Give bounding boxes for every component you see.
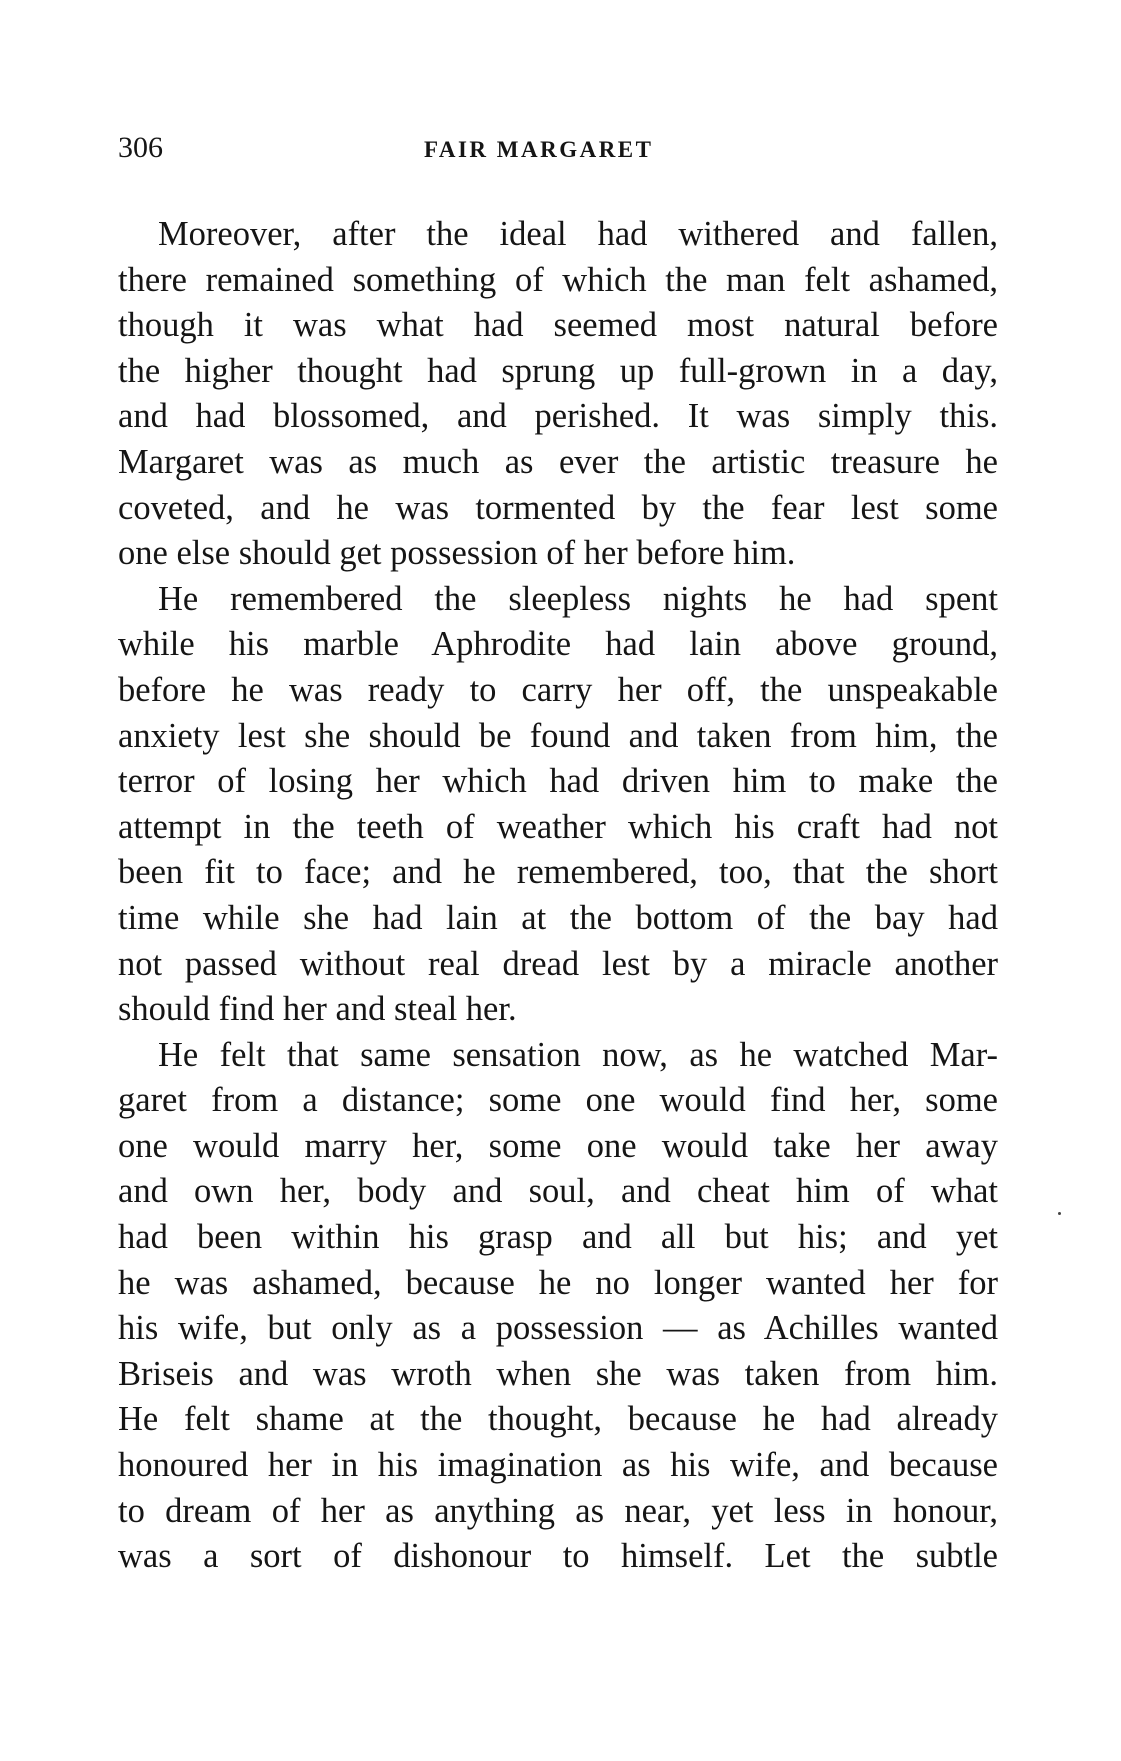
text-line: though it was what had seemed most natural before bbox=[118, 306, 998, 345]
page-number: 306 bbox=[118, 131, 163, 164]
text-line: was a sort of dishonour to himself. Let the subtle bbox=[118, 1537, 998, 1576]
text-line: coveted, and he was tormented by the fear lest some bbox=[118, 488, 998, 527]
text-line: He felt that same sensation now, as he watched Mar- bbox=[158, 1035, 998, 1074]
text-line: one would marry her, some one would take her away bbox=[118, 1126, 998, 1165]
text-line: Briseis and was wroth when she was taken from him. bbox=[118, 1354, 998, 1393]
text-line: time while she had lain at the bottom of the bay had bbox=[118, 898, 998, 937]
text-line: attempt in the teeth of weather which his craft had not bbox=[118, 807, 998, 846]
text-line: and own her, body and soul, and cheat him of what bbox=[118, 1172, 998, 1211]
text-line: he was ashamed, because he no longer wanted her for bbox=[118, 1263, 998, 1302]
book-title: FAIR MARGARET bbox=[424, 137, 654, 162]
text-line: the higher thought had sprung up full-grown in a day, bbox=[118, 351, 998, 390]
body-text bbox=[118, 212, 998, 1580]
text-line: anxiety lest she should be found and taken from him, the bbox=[118, 716, 998, 755]
text-line: not passed without real dread lest by a miracle another bbox=[118, 944, 998, 983]
text-line: his wife, but only as a possession — as Achilles wanted bbox=[118, 1309, 998, 1348]
text-line: to dream of her as anything as near, yet less in honour, bbox=[118, 1491, 998, 1530]
text-line: while his marble Aphrodite had lain above ground, bbox=[118, 625, 998, 664]
text-line: He felt shame at the thought, because he had already bbox=[118, 1400, 998, 1439]
text-line: there remained something of which the man felt ashamed, bbox=[118, 260, 998, 299]
text-line: Margaret was as much as ever the artistic treasure he bbox=[118, 442, 998, 481]
text-line: had been within his grasp and all but his; and yet bbox=[118, 1218, 998, 1257]
text-line: Moreover, after the ideal had withered and fallen, bbox=[158, 215, 998, 253]
text-line: and had blossomed, and perished. It was simply this. bbox=[118, 397, 998, 436]
text-line: before he was ready to carry her off, the unspeakable bbox=[118, 670, 998, 709]
running-head bbox=[118, 128, 998, 168]
ink-speck bbox=[1058, 1212, 1061, 1215]
text-line: one else should get possession of her before him. bbox=[118, 534, 796, 573]
text-line: should find her and steal her. bbox=[118, 990, 517, 1029]
text-line: been fit to face; and he remembered, too, that the short bbox=[118, 853, 998, 892]
text-line: terror of losing her which had driven him to make the bbox=[118, 762, 998, 801]
text-line: He remembered the sleepless nights he had spent bbox=[158, 579, 998, 618]
text-line: honoured her in his imagination as his wife, and because bbox=[118, 1446, 998, 1485]
text-line: garet from a distance; some one would find her, some bbox=[118, 1081, 998, 1120]
